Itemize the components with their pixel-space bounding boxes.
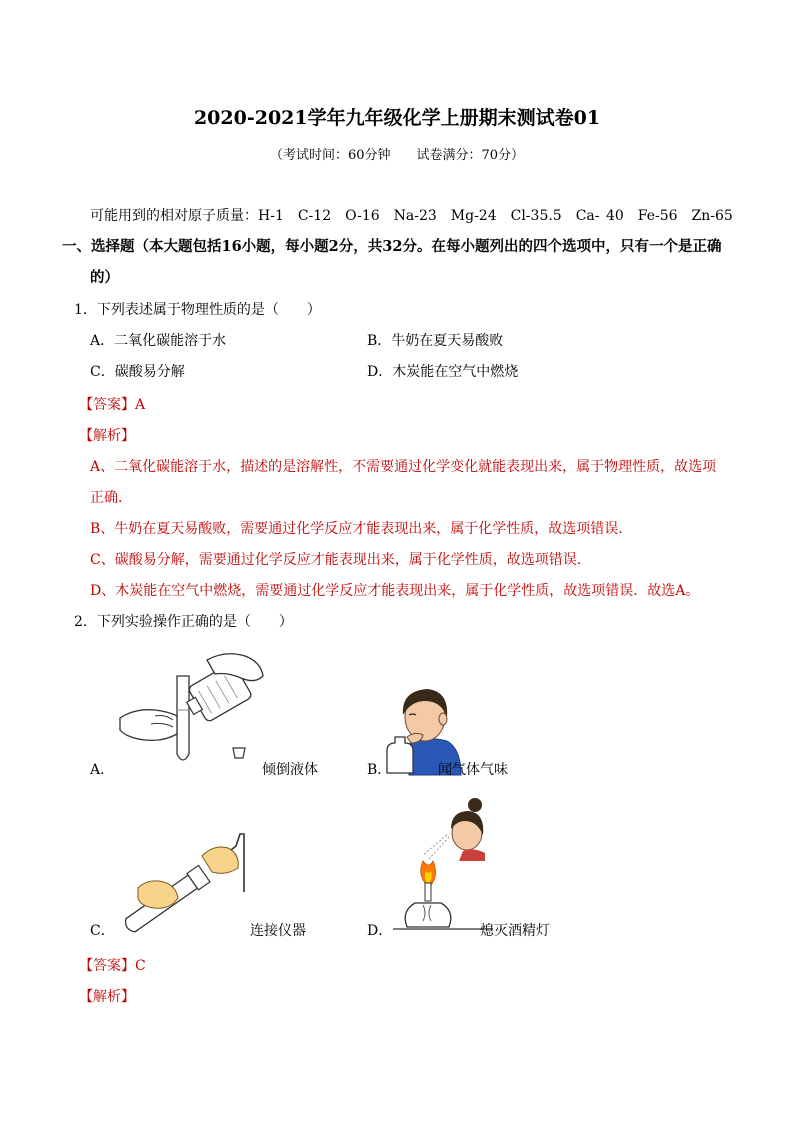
question-2-option-a-letter: A． [90,762,115,778]
question-2-option-a-caption: 倾倒液体 [262,762,318,778]
question-1-option-c: C．碳酸易分解 [90,364,185,380]
question-1-analysis-line: B、牛奶在夏天易酸败，需要通过化学反应才能表现出来，属于化学性质，故选项错误. [90,521,623,537]
question-2-answer: 【答案】C [79,958,146,974]
pouring-liquid-figure [115,650,265,772]
test-tube-icon [177,676,189,760]
question-2-option-c-letter: C． [90,923,115,939]
question-1-analysis-line: A、二氧化碳能溶于水，描述的是溶解性，不需要通过化学变化就能表现出来，属于物理性质，故选项 [90,459,717,475]
hand-icon [202,847,238,873]
question-2-option-d-caption: 熄灭酒精灯 [480,923,550,939]
question-1-analysis-line: 正确. [90,490,123,506]
alcohol-lamp-figure [393,795,493,937]
wick-icon [425,883,431,901]
question-1-analysis-line: D、木炭能在空气中燃烧，需要通过化学反应才能表现出来，属于化学性质，故选项错误．故选A。 [90,583,700,599]
page-title: 2020-2021学年九年级化学上册期末测试卷01 [193,107,601,129]
question-2-option-b-caption: 闻气体气味 [438,762,508,778]
question-1-stem: 1．下列表述属于物理性质的是（ ） [74,302,321,318]
question-2-option-d-letter: D． [367,923,393,939]
question-1-option-a: A．二氧化碳能溶于水 [90,333,227,349]
hand-icon [138,881,178,908]
question-2-analysis-label: 【解析】 [79,989,135,1005]
exam-time-info: （考试时间：60分钟 试卷满分：70分） [269,148,525,163]
atomic-masses: 可能用到的相对原子质量：H-1 C-12 O-16 Na-23 Mg-24 Cl-35.5 Ca- 40 Fe-56 Zn-65 [90,208,733,224]
stopper-icon [233,748,245,758]
question-1-option-b: B．牛奶在夏天易酸败 [367,333,504,349]
question-2-stem: 2．下列实验操作正确的是（ ） [74,614,293,630]
section-heading-continued: 的） [90,269,119,286]
question-2-option-c-caption: 连接仪器 [250,923,306,939]
question-1-analysis-line: C、碳酸易分解，需要通过化学反应才能表现出来，属于化学性质，故选项错误. [90,552,582,568]
question-1-answer: 【答案】A [79,397,146,413]
question-1-analysis-label: 【解析】 [79,428,135,444]
section-heading: 一、选择题（本大题包括16小题，每小题2分，共32分。在每小题列出的四个选项中，只有一个是正确 [62,238,722,255]
question-2-option-b-letter: B． [367,762,392,778]
alcohol-lamp-icon [405,903,451,927]
question-1-option-d: D．木炭能在空气中燃烧 [367,364,519,380]
connecting-apparatus-figure [118,822,252,928]
